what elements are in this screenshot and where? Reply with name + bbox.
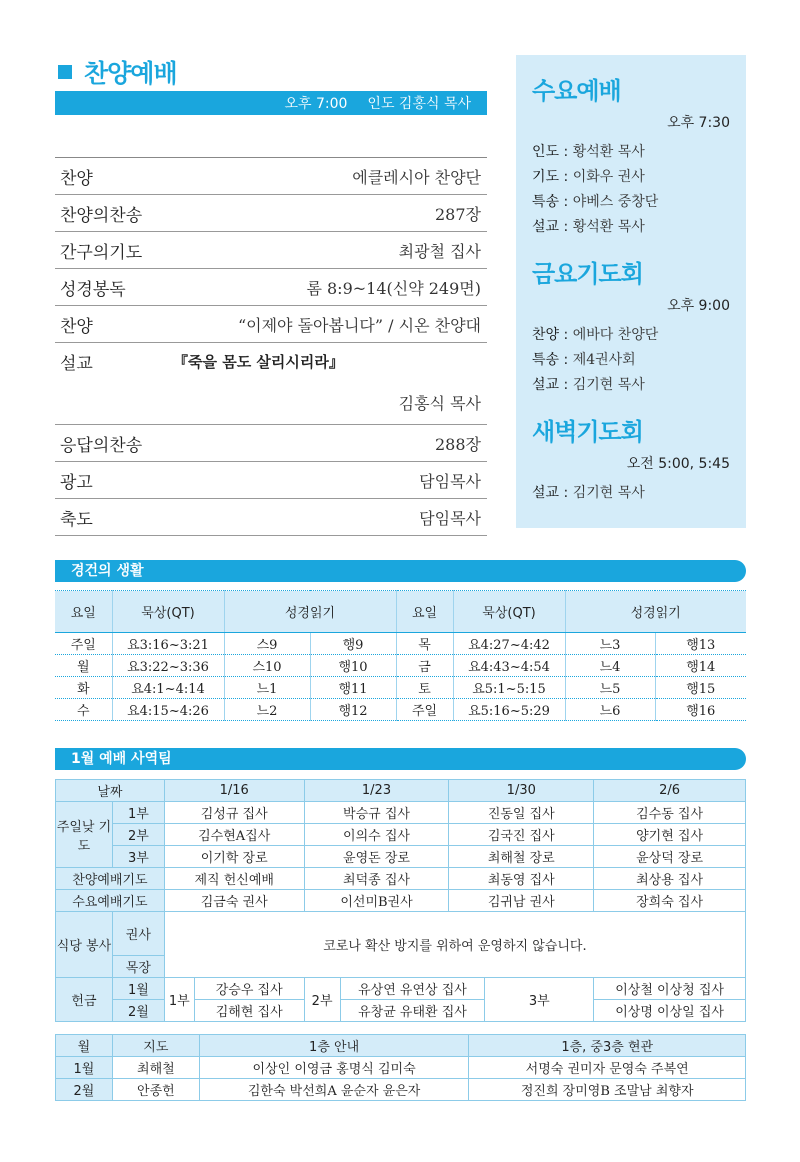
square-bullet-icon [58,65,72,79]
cafe-notice: 코로나 확산 방지를 위하여 운영하지 않습니다. [164,912,745,978]
evening-worship-section [55,55,487,536]
order-value: 담임목사 [419,471,481,491]
column-header: 성경읽기 [565,591,746,633]
table-row: 주일 요3:16~3:21 스9 행9 목 요4:27~4:42 느3 행13 [55,633,746,655]
table-row: 3부 이기학 장로 윤영돈 장로 최해철 장로 윤상덕 장로 [56,846,746,868]
table-row: 식당 봉사 권사 코로나 확산 방지를 위하여 운영하지 않습니다. [56,912,746,956]
wednesday-item: 인도 : 황석환 목사 [532,144,645,160]
table-row: 주일낮 기도 1부 김성규 집사 박승규 집사 진동일 집사 김수동 집사 [56,802,746,824]
column-header: 성경읽기 [224,591,396,633]
evening-worship-title: 찬양예배 [84,59,177,88]
order-value: 담임목사 [419,508,481,528]
table-row: 화 요4:1~4:14 느1 행11 토 요5:1~5:15 느5 행15 [55,677,746,699]
order-value: 롬 8:9~14(신약 249면) [306,278,481,298]
date-label: 날짜 [56,780,165,802]
column-header: 요일 [396,591,453,633]
friday-item: 특송 : 제4권사회 [532,352,636,368]
evening-worship-info-bar [55,91,487,115]
order-value: 최광철 집사 [398,241,481,261]
worship-order-list [55,157,487,536]
table-row: 1월 최해철 이상인 이영금 홍명식 김미숙 서명숙 권미자 문영숙 주복연 [56,1057,746,1079]
devotion-table [55,590,746,721]
date-row: 날짜 1/16 1/23 1/30 2/6 [56,780,746,802]
friday-item: 찬양 : 에바다 찬양단 [532,327,659,343]
order-value: “이제야 돌아봅니다” / 시온 찬양대 [237,315,481,335]
prayer-label: 주일낮 기도 [56,802,113,868]
order-row [55,158,487,195]
table-row: 수요예배기도 김금숙 권사 이선미B권사 김귀남 권사 장희숙 집사 [56,890,746,912]
order-row [55,425,487,462]
wednesday-item: 기도 : 이화우 권사 [532,169,645,185]
evening-worship-leader: 인도 김홍식 목사 [367,96,471,112]
weekly-services-box [516,55,746,528]
wednesday-time: 오후 7:30 [667,115,730,131]
team-header: 1월 예배 사역팀 [55,748,746,770]
order-value: 287장 [435,204,481,224]
order-row [55,462,487,499]
order-label: 간구의기도 [60,242,143,263]
service-team-table [55,779,746,1022]
cafe-label: 식당 봉사 [56,912,113,978]
table-row: 2월 김해현 집사 유창균 유태환 집사 이상명 이상일 집사 [56,1000,746,1022]
column-header: 묵상(QT) [453,591,565,633]
table-row: 목장 [56,956,746,978]
dawn-item: 설교 : 김기현 목사 [532,485,645,501]
evening-worship-heading [55,55,487,89]
wednesday-title: 수요예배 [532,77,621,105]
table-row: 2부 김수현A집사 이의수 집사 김국진 집사 양기현 집사 [56,824,746,846]
offering-label: 헌금 [56,978,113,1022]
order-row [55,499,487,536]
lobby-duty-table [55,1034,746,1101]
friday-item: 설교 : 김기현 목사 [532,377,645,393]
column-header: 묵상(QT) [112,591,224,633]
order-value: 에클레시아 찬양단 [352,167,481,187]
wednesday-item: 설교 : 황석환 목사 [532,219,645,235]
devotion-header-row [55,591,746,633]
order-label: 광고 [60,472,93,493]
table-row: 헌금 1월 1부 강승우 집사 2부 유상연 유연상 집사 3부 이상철 이상청 집사 [56,978,746,1000]
table-row: 찬양예배기도 제직 헌신예배 최덕종 집사 최동영 집사 최상용 집사 [56,868,746,890]
evening-worship-time: 오후 7:00 [284,96,348,112]
table-row: 월 요3:22~3:36 스10 행10 금 요4:43~4:54 느4 행14 [55,655,746,677]
order-label: 찬양의찬송 [60,205,143,226]
order-label: 찬양 [60,168,93,189]
order-label: 축도 [60,509,93,530]
order-label: 찬양 [60,316,93,337]
order-row [55,195,487,232]
friday-title: 금요기도회 [532,260,643,288]
order-row [55,269,487,306]
lobby-header-row: 월 지도 1층 안내 1층, 중3층 현관 [56,1035,746,1057]
sermon-row [55,343,487,425]
friday-time: 오후 9:00 [667,298,730,314]
order-row [55,306,487,343]
order-label: 응답의찬송 [60,435,143,456]
dawn-time: 오전 5:00, 5:45 [626,456,730,472]
sermon-preacher: 김홍식 목사 [398,394,481,413]
sermon-label: 설교 [60,354,93,374]
order-label: 성경봉독 [60,279,126,300]
sermon-title: 『죽을 몸도 살리시리라』 [173,353,344,371]
order-value: 288장 [435,434,481,454]
column-header: 요일 [55,591,112,633]
dawn-title: 새벽기도회 [532,418,643,446]
wednesday-item: 특송 : 야베스 중창단 [532,194,659,210]
devotion-header: 경건의 생활 [55,560,746,582]
table-row: 수 요4:15~4:26 느2 행12 주일 요5:16~5:29 느6 행16 [55,699,746,721]
table-row: 2월 안종헌 김한숙 박선희A 윤순자 윤은자 정진희 장미영B 조말남 최향자 [56,1079,746,1101]
order-row [55,232,487,269]
